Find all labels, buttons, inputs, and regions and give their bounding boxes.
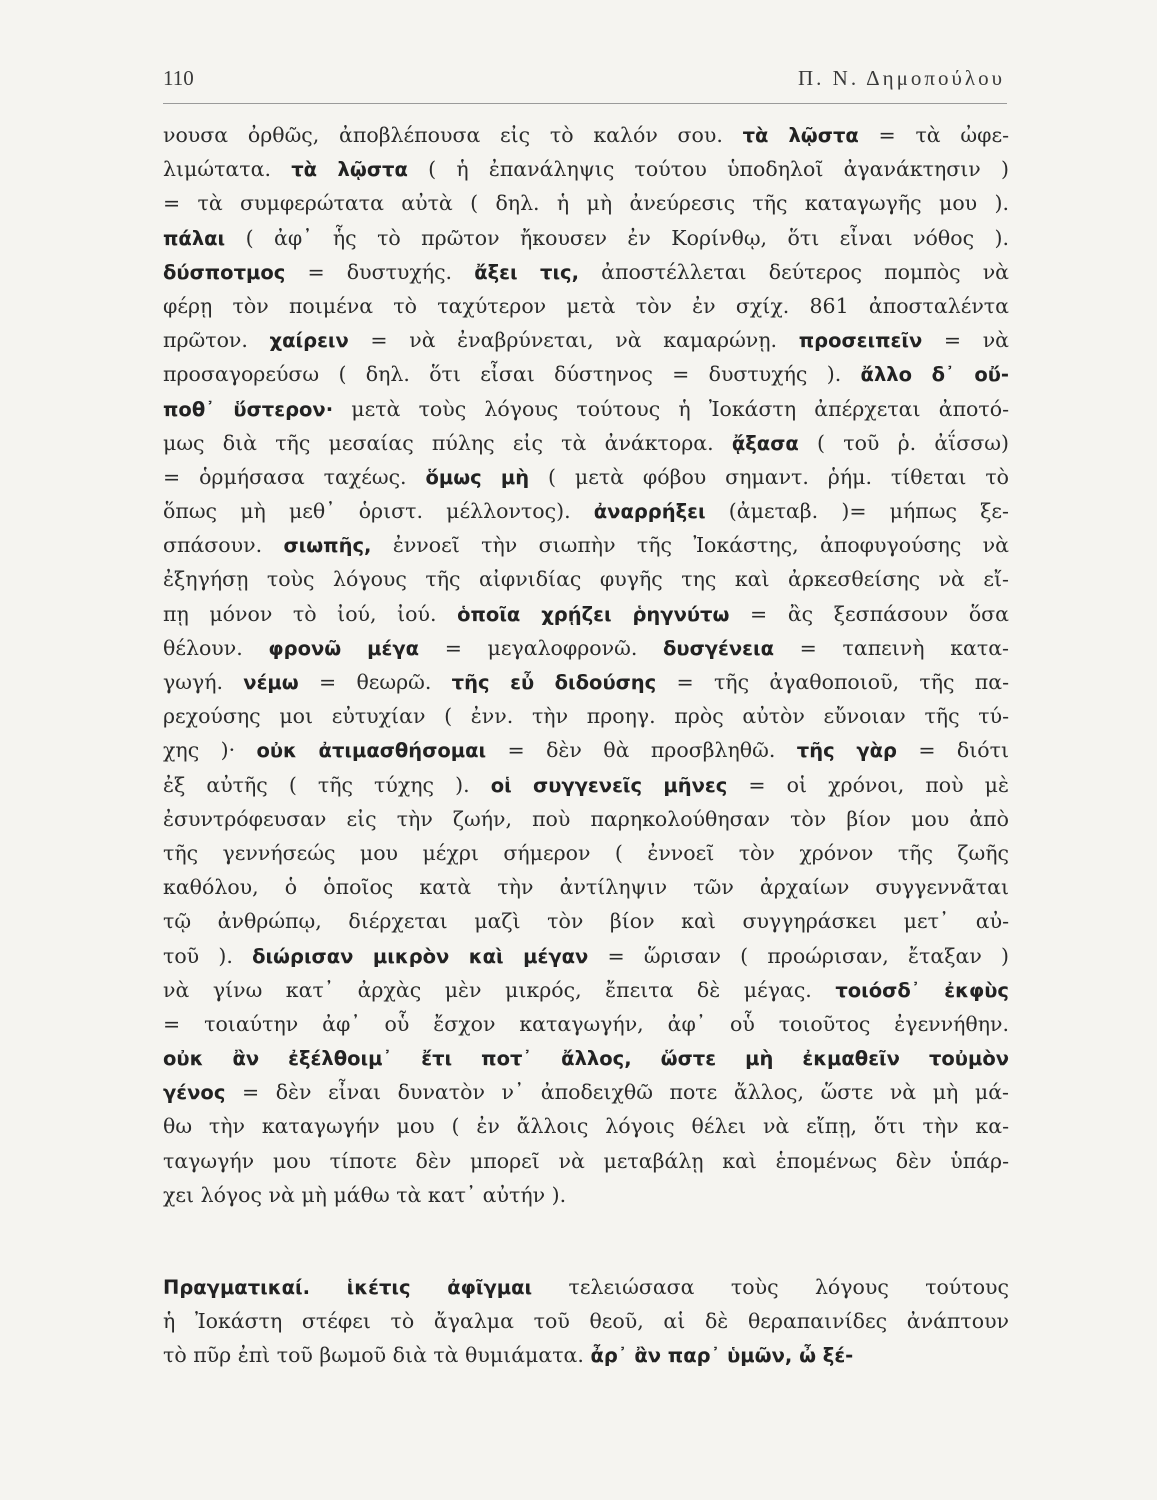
text-line	[163, 1109, 1009, 1143]
gloss-text: τοῦ ).	[163, 943, 253, 968]
lemma: τὰ λῷστα	[291, 158, 408, 182]
gloss-text: ἐσυντρόφευσαν εἰς τὴν ζωήν, ποὺ παρηκολούθησαν τὸν βίον μου ἀπὸ	[163, 806, 1009, 831]
gloss-text: προσαγορεύσω ( δηλ. ὅτι εἶσαι δύστηνος = δυστυχής ).	[163, 362, 861, 387]
text-line	[163, 597, 1009, 631]
text-line	[163, 460, 1009, 494]
lemma: ᾄξασα	[731, 431, 799, 455]
gloss-text: = μεγαλοφρονῶ.	[419, 635, 663, 660]
gloss-text: χης )·	[163, 738, 257, 763]
gloss-text: = δὲν θὰ προσβληθῶ.	[486, 738, 797, 763]
gloss-text: τελειώσασα τοὺς λόγους τούτους	[532, 1275, 1009, 1299]
paragraph-gap	[163, 1212, 1009, 1270]
running-header	[163, 66, 1005, 91]
lemma: τῆς γὰρ	[796, 739, 897, 763]
lemma: νέμω	[243, 671, 299, 694]
gloss-text: νουσα ὀρθῶς, ἀποβλέπουσα εἰς τὸ καλόν σου.	[163, 123, 743, 147]
text-line	[163, 118, 1009, 152]
gloss-text: ἐξηγήσῃ τοὺς λόγους τῆς αἰφνιδίας φυγῆς της καὶ ἀρκεσθείσης νὰ εἴ-	[163, 567, 1009, 592]
text-line	[163, 665, 1009, 699]
gloss-text: = τῆς ἀγαθοποιοῦ, τῆς πα-	[656, 670, 1009, 694]
text-line	[163, 494, 1009, 528]
gloss-text: νὰ γίνω κατ᾽ ἀρχὰς μὲν μικρός, ἔπειτα δὲ μέγας.	[163, 977, 836, 1002]
gloss-text: = ὁρμήσασα ταχέως.	[163, 464, 426, 489]
lemma: τὰ λῷστα	[742, 124, 859, 147]
lemma: ἄξει τις,	[474, 260, 580, 284]
gloss-text: ( ἀφ᾽ ἧς τὸ πρῶτον ἤκουσεν ἐν Κορίνθῳ, ὅτι εἶναι νόθος ).	[225, 225, 1009, 250]
gloss-text: = νὰ	[922, 328, 1009, 353]
gloss-text: (ἀμεταβ. )= μήπως ξε-	[705, 499, 1009, 524]
gloss-text: = δυστυχής.	[285, 259, 475, 284]
text-line	[163, 357, 1009, 391]
gloss-text: = οἱ χρόνοι, ποὺ μὲ	[727, 772, 1009, 797]
text-line	[163, 1007, 1009, 1041]
lemma: ποθ᾽ ὕστερον·	[163, 397, 334, 421]
lemma: τοιόσδ᾽ ἐκφὺς	[835, 978, 1009, 1002]
gloss-text: θέλουν.	[163, 635, 269, 660]
text-line	[163, 904, 1009, 938]
gloss-text: = ὥρισαν ( προώρισαν, ἔταξαν )	[588, 943, 1009, 968]
text-line	[163, 1270, 1009, 1304]
text-line	[163, 221, 1009, 255]
lemma: γένος	[163, 1081, 226, 1105]
text-line	[163, 1178, 1009, 1212]
text-line	[163, 836, 1009, 870]
lemma: χαίρειν	[269, 329, 349, 353]
gloss-text: πῃ μόνον τὸ ἰού, ἰού.	[163, 601, 458, 626]
text-line	[163, 562, 1009, 596]
gloss-text: ( μετὰ φόβου σημαντ. ῥήμ. τίθεται τὸ	[529, 464, 1009, 489]
lemma: ἄλλο δ᾽ οὔ-	[860, 363, 1009, 387]
gloss-text: μως διὰ τῆς μεσαίας πύλης εἰς τὰ ἀνάκτορα.	[163, 430, 732, 455]
text-line	[163, 392, 1009, 426]
gloss-text: = τὰ συμφερώτατα αὐτὰ ( δηλ. ἡ μὴ ἀνεύρεσις τῆς καταγωγῆς μου ).	[163, 191, 1009, 216]
text-line	[163, 323, 1009, 357]
gloss-text: = τὰ ὠφε-	[858, 123, 1009, 147]
header-rule	[163, 103, 1007, 104]
text-line	[163, 1144, 1009, 1178]
gloss-text: ( ἡ ἐπανάληψις τούτου ὑποδηλοῖ ἀγανάκτησιν )	[407, 157, 1009, 182]
gloss-text: τῆς γεννήσεώς μου μέχρι σήμερον ( ἐννοεῖ τὸν χρόνον τῆς ζωῆς	[163, 840, 1009, 865]
gloss-text: τῷ ἀνθρώπῳ, διέρχεται μαζὶ τὸν βίον καὶ συγγηράσκει μετ᾽ αὐ-	[163, 909, 1009, 934]
gloss-text: φέρῃ τὸν ποιμένα τὸ ταχύτερον μετὰ τὸν ἐν σχίχ. 861 ἀποσταλέντα	[163, 293, 1009, 318]
text-line	[163, 802, 1009, 836]
gloss-text: = τοιαύτην ἀφ᾽ οὗ ἔσχον καταγωγήν, ἀφ᾽ οὗ τοιοῦτος ἐγεννήθην.	[163, 1011, 1009, 1036]
text-line	[163, 699, 1009, 733]
text-line	[163, 255, 1009, 289]
gloss-text: ταγωγήν μου τίποτε δὲν μπορεῖ νὰ μεταβάλῃ καὶ ἑπομένως δὲν ὑπάρ-	[163, 1148, 1009, 1173]
lemma: οὐκ ἀτιμασθήσομαι	[256, 739, 487, 763]
lemma: δύσποτμος	[163, 260, 286, 284]
gloss-text: ρεχούσης μοι εὐτυχίαν ( ἐνν. τὴν προηγ. πρὸς αὐτὸν εὔνοιαν τῆς τύ-	[163, 704, 1009, 729]
gloss-text: τὸ πῦρ ἐπὶ τοῦ βωμοῦ διὰ τὰ θυμιάματα.	[163, 1343, 591, 1368]
lemma: σιωπῆς,	[283, 534, 372, 558]
lemma: Πραγματικαί. ἱκέτις ἀφῖγμαι	[163, 1276, 533, 1299]
lemma: προσειπεῖν	[798, 329, 923, 353]
lemma: ἆρ᾽ ἂν παρ᾽ ὑμῶν, ὦ ξέ-	[590, 1344, 854, 1368]
gloss-text: σπάσουν.	[163, 533, 284, 558]
lemma: πάλαι	[163, 226, 226, 250]
gloss-text: γωγή.	[163, 670, 244, 694]
gloss-text: ἀποστέλλεται δεύτερος πομπὸς νὰ	[579, 259, 1009, 284]
lemma: διώρισαν μικρὸν καὶ μέγαν	[252, 944, 589, 968]
text-line	[163, 152, 1009, 186]
lemma: ὅμως μὴ	[425, 465, 530, 489]
gloss-text: = θεωρῶ.	[298, 670, 452, 694]
gloss-text: ἡ Ἰοκάστη στέφει τὸ ἄγαλμα τοῦ θεοῦ, αἱ δὲ θεραπαινίδες ἀνάπτουν	[163, 1309, 1009, 1334]
commentary-text	[163, 118, 1009, 1373]
lemma: οὐκ ἂν ἐξέλθοιμ᾽ ἔτι ποτ᾽ ἄλλος, ὥστε μὴ ἐκμαθεῖν τοὐμὸν	[163, 1047, 1009, 1071]
text-line	[163, 426, 1009, 460]
lemma: ὁποῖα χρῄζει ῥηγνύτω	[457, 602, 730, 626]
text-line	[163, 186, 1009, 220]
gloss-text: καθόλου, ὁ ὁποῖος κατὰ τὴν ἀντίληψιν τῶν ἀρχαίων συγγεννᾶται	[163, 875, 1009, 900]
gloss-text: = νὰ ἐναβρύνεται, νὰ καμαρώνῃ.	[348, 328, 799, 353]
text-line	[163, 733, 1009, 767]
gloss-text: πρῶτον.	[163, 328, 270, 353]
gloss-text: θω τὴν καταγωγήν μου ( ἐν ἄλλοις λόγοις θέλει νὰ εἴπῃ, ὅτι τὴν κα-	[163, 1114, 1009, 1139]
gloss-text: χει λόγος νὰ μὴ μάθω τὰ κατ᾽ αὐτήν ).	[163, 1182, 567, 1207]
text-line	[163, 631, 1009, 665]
gloss-text: = δὲν εἶναι δυνατὸν ν᾽ ἀποδειχθῶ ποτε ἄλλος, ὥστε νὰ μὴ μά-	[225, 1080, 1009, 1105]
gloss-text: ἐννοεῖ τὴν σιωπὴν τῆς Ἰοκάστης, ἀποφυγούσης νὰ	[371, 533, 1009, 558]
lemma: δυσγένεια	[663, 636, 775, 660]
text-line	[163, 768, 1009, 802]
lemma: φρονῶ μέγα	[268, 636, 420, 660]
gloss-text: = ταπεινὴ κατα-	[774, 635, 1009, 660]
running-head-author: Π. Ν. Δημοπούλου	[798, 66, 1005, 90]
gloss-text: λιμώτατα.	[163, 157, 292, 182]
gloss-text: = ἂς ξεσπάσουν ὅσα	[729, 601, 1009, 626]
text-line	[163, 1304, 1009, 1338]
gloss-text: ὅπως μὴ μεθ᾽ ὁριστ. μέλλοντος).	[163, 499, 594, 524]
text-line	[163, 528, 1009, 562]
gloss-text: ἐξ αὐτῆς ( τῆς τύχης ).	[163, 772, 491, 797]
text-line	[163, 1338, 1009, 1372]
text-line	[163, 939, 1009, 973]
text-line	[163, 1041, 1009, 1075]
gloss-text: ( τοῦ ῥ. ἀΐσσω)	[798, 430, 1009, 455]
lemma: ἀναρρήξει	[593, 500, 706, 524]
gloss-text: μετὰ τοὺς λόγους τούτους ἡ Ἰοκάστη ἀπέρχεται ἀποτό-	[333, 396, 1009, 421]
text-line	[163, 973, 1009, 1007]
text-line	[163, 870, 1009, 904]
gloss-text: = διότι	[896, 738, 1009, 763]
text-line	[163, 289, 1009, 323]
lemma: τῆς εὖ διδούσης	[451, 671, 657, 694]
page-number: 110	[163, 66, 194, 90]
text-line	[163, 1075, 1009, 1109]
lemma: οἱ συγγενεῖς μῆνες	[490, 773, 728, 797]
